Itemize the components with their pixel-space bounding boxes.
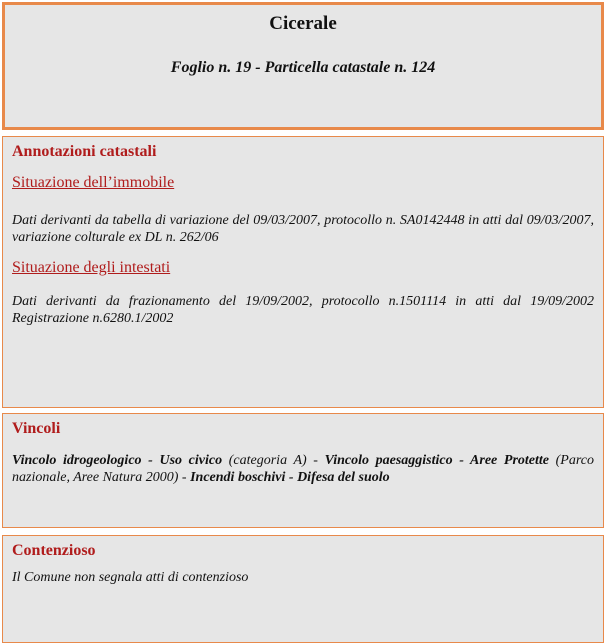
aree-protette-note: (Parco nazionale, Aree Natura 2000) -	[12, 453, 594, 485]
separator: -	[141, 453, 160, 468]
uso-civico: Uso civico	[159, 453, 223, 468]
vincolo-paesaggistico: Vincolo paesaggistico	[324, 453, 453, 468]
incendi-boschivi: Incendi boschivi	[190, 470, 286, 485]
contenzioso-title: Contenzioso	[12, 542, 96, 559]
place-title: Cicerale	[269, 13, 337, 34]
header-panel	[2, 2, 604, 130]
parcel-subtitle: Foglio n. 19 - Particella catastale n. 124	[170, 59, 436, 76]
contenzioso-panel	[2, 535, 604, 643]
aree-protette: Aree Protette	[470, 453, 549, 468]
vincoli-title: Vincoli	[12, 420, 61, 437]
uso-civico-note: (categoria A) -	[222, 453, 325, 468]
vincoli-list	[12, 452, 594, 486]
vincolo-idrogeologico: Vincolo idrogeologico	[12, 453, 142, 468]
vincoli-panel	[2, 413, 604, 528]
separator: -	[285, 470, 298, 485]
intestati-title: Situazione degli intestati	[12, 259, 171, 276]
separator: -	[452, 453, 471, 468]
immobile-title: Situazione dell’immobile	[12, 174, 175, 191]
annotazioni-title: Annotazioni catastali	[12, 143, 157, 160]
immobile-text: Dati derivanti da tabella di variazione del 09/03/2007, protocollo n. SA0142448 in atti dal 09/03/2007, variazione colturale ex DL n. 262/06	[12, 213, 594, 245]
intestati-text: Dati derivanti da frazionamento del 19/09/2002, protocollo n.1501114 in atti dal 19/09/2002 Registrazione n.6280.1/2002	[12, 294, 594, 326]
annotazioni-panel	[2, 136, 604, 408]
difesa-del-suolo: Difesa del suolo	[297, 470, 390, 485]
contenzioso-text: Il Comune non segnala atti di contenzioso	[12, 570, 249, 585]
